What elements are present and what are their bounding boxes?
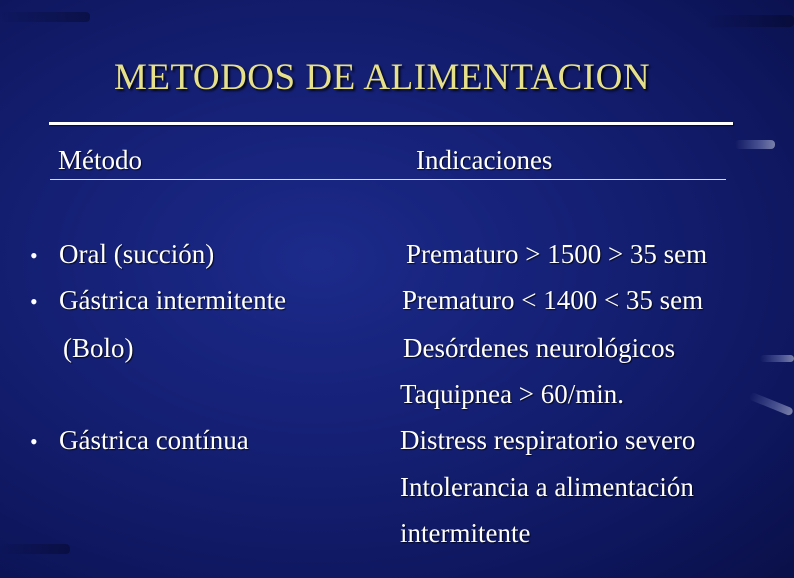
method-item-oral: Oral (succión) (59, 239, 215, 269)
bullet-icon: • (30, 289, 38, 314)
indication-item: Intolerancia a alimentación (400, 472, 694, 502)
slide-title: METODOS DE ALIMENTACION (113, 57, 651, 98)
indication-item: Desórdenes neurológicos (403, 333, 676, 363)
indication-item: Prematuro < 1400 < 35 sem (402, 285, 704, 315)
decorative-streak (705, 15, 794, 27)
indications-header-underline (386, 179, 726, 180)
decorative-streak (735, 140, 775, 149)
bullet-icon: • (30, 243, 38, 268)
method-column-header: Método (58, 145, 142, 175)
bullet-icon: • (30, 429, 38, 454)
indication-item: intermitente (400, 518, 531, 548)
indications-column-header: Indicaciones (416, 145, 553, 175)
indication-item: Distress respiratorio severo (400, 425, 696, 455)
indication-item: Prematuro > 1500 > 35 sem (406, 239, 708, 269)
indication-item: Taquipnea > 60/min. (400, 379, 625, 409)
decorative-streak (0, 544, 70, 554)
decorative-streak (748, 392, 794, 417)
method-header-underline (50, 179, 386, 180)
method-item-bolo: (Bolo) (63, 333, 134, 363)
method-item-gastrica-continua: Gástrica contínua (59, 425, 249, 455)
decorative-streak (760, 355, 794, 362)
title-underline (49, 122, 733, 125)
decorative-streak (0, 12, 90, 22)
method-item-gastrica-intermitente: Gástrica intermitente (59, 285, 287, 315)
